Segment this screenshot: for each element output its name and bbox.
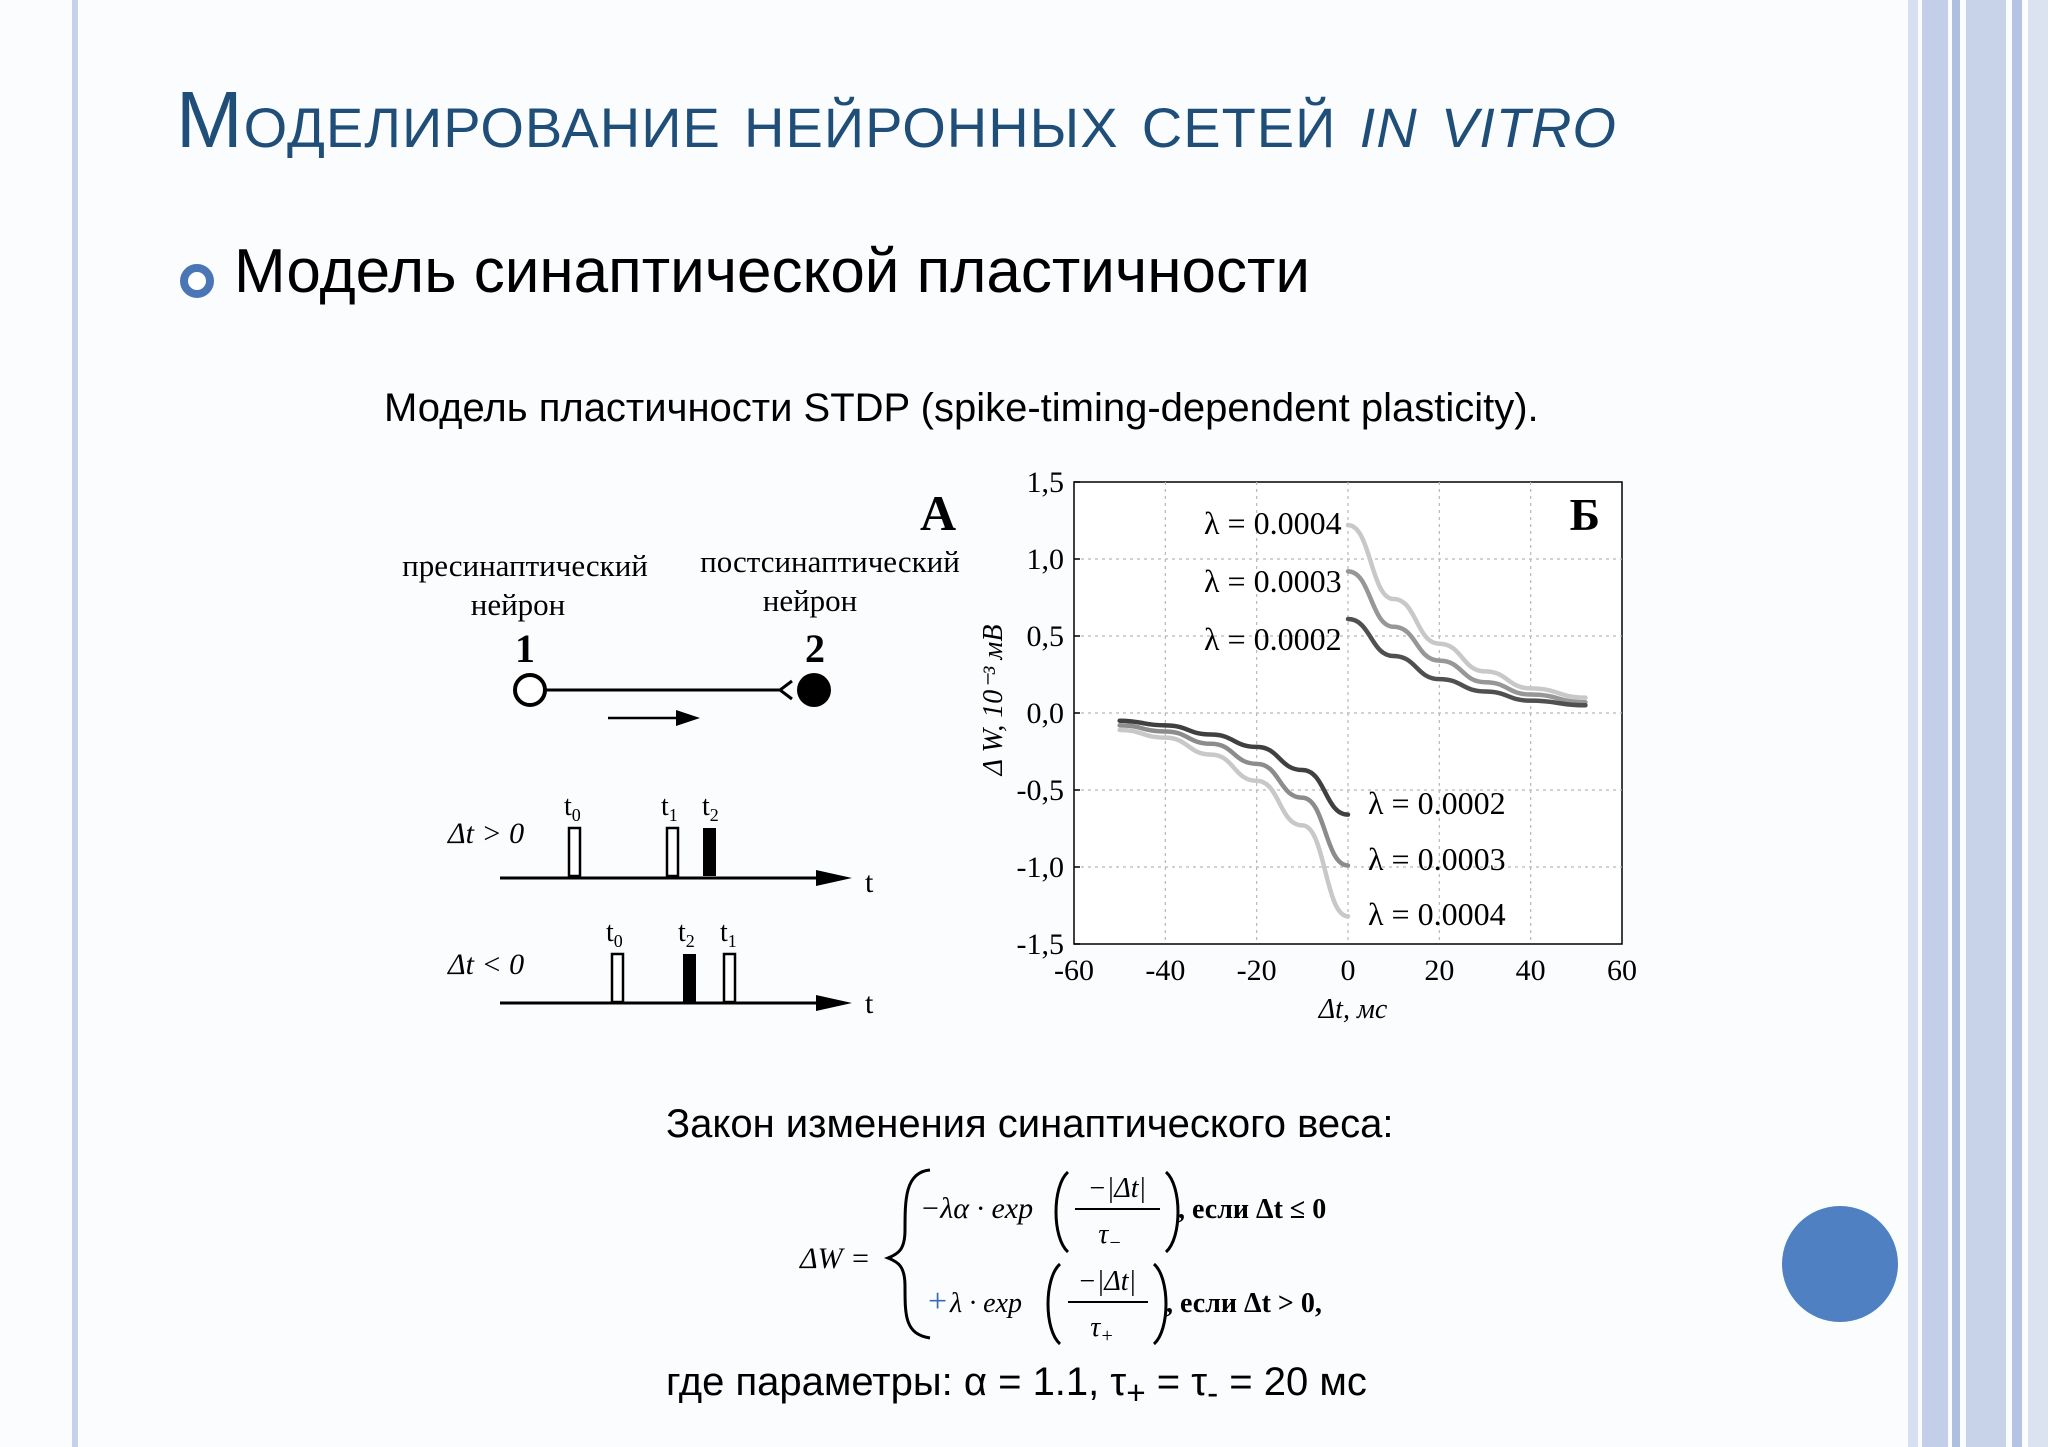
y-tick-label: -1,5 bbox=[1016, 928, 1064, 961]
postsynaptic-neuron-node bbox=[797, 673, 831, 707]
case2-denominator: $\tau_+$ bbox=[1090, 1312, 1114, 1347]
x-tick-label: -20 bbox=[1236, 954, 1277, 987]
label-neg-lambda-0003: λ = 0.0003 bbox=[1368, 841, 1506, 877]
row2-t1-label: $t_1$ bbox=[720, 917, 737, 951]
x-tick-label: -40 bbox=[1145, 954, 1186, 987]
row1-axis-t: t bbox=[865, 866, 874, 899]
node-2-label: 2 bbox=[805, 626, 825, 671]
stdp-formula bbox=[799, 1170, 1326, 1347]
law-title: Закон изменения синаптического веса: bbox=[666, 1102, 1394, 1146]
y-tick-label: 1,5 bbox=[1026, 466, 1064, 499]
case2-prefix: λ · exp bbox=[950, 1288, 1022, 1319]
figure-caption: Модель пластичности STDP (spike-timing-dependent plasticity). bbox=[384, 386, 1539, 430]
x-tick-label: -60 bbox=[1054, 954, 1094, 987]
label-pos-lambda-0003: λ = 0.0003 bbox=[1204, 563, 1342, 599]
synapse-terminal bbox=[780, 681, 792, 699]
panel-b-label: Б bbox=[1569, 489, 1600, 540]
pre-neuron-label-1: пресинаптический bbox=[402, 548, 648, 583]
row2-t2-label: $t_2$ bbox=[678, 917, 695, 951]
case1-condition: , если Δt ≤ 0 bbox=[1178, 1194, 1327, 1225]
label-pos-lambda-0004: λ = 0.0004 bbox=[1204, 505, 1342, 541]
label-pos-lambda-0002: λ = 0.0002 bbox=[1204, 621, 1342, 657]
row1-axis-arrowhead bbox=[816, 870, 852, 886]
x-tick-label: 0 bbox=[1340, 954, 1356, 987]
x-tick-label: 20 bbox=[1424, 954, 1455, 987]
row2-t0-label: $t_0$ bbox=[606, 917, 623, 951]
decorative-blue-circle bbox=[1782, 1206, 1898, 1322]
row2-spike-t0 bbox=[612, 954, 623, 1002]
case1-denominator: $\tau_-$ bbox=[1098, 1219, 1122, 1254]
node-1-label: 1 bbox=[515, 626, 535, 671]
case2-condition: , если Δt > 0, bbox=[1166, 1288, 1322, 1319]
case2-plus-sign: + bbox=[928, 1283, 948, 1320]
label-neg-lambda-0004: λ = 0.0004 bbox=[1368, 896, 1506, 932]
post-neuron-label-1: постсинаптический bbox=[700, 544, 960, 579]
case2-left-paren bbox=[1048, 1264, 1060, 1344]
y-tick-label: -1,0 bbox=[1016, 851, 1064, 884]
formula-lhs: ΔW = bbox=[800, 1242, 871, 1275]
y-tick-label: 0,0 bbox=[1026, 697, 1064, 730]
case1-prefix: −λα · exp bbox=[920, 1192, 1034, 1225]
case1-numerator: −|Δt| bbox=[1087, 1173, 1147, 1204]
row2-axis-arrowhead bbox=[816, 995, 852, 1011]
y-tick-label: 1,0 bbox=[1026, 543, 1064, 576]
chart-x-axis-label: Δt, мс bbox=[1318, 994, 1388, 1025]
x-tick-label: 60 bbox=[1607, 954, 1637, 987]
presynaptic-neuron-node bbox=[515, 675, 545, 705]
title-main: Моделирование нейронных сетей bbox=[176, 75, 1337, 164]
case1-right-paren bbox=[1166, 1172, 1178, 1252]
direction-arrowhead bbox=[676, 710, 700, 726]
panel-b-chart bbox=[978, 466, 1637, 1025]
y-tick-label: 0,5 bbox=[1026, 620, 1064, 653]
row2-axis-t: t bbox=[865, 987, 874, 1020]
x-tick-label: 40 bbox=[1515, 954, 1546, 987]
row1-t1-label: $t_1$ bbox=[661, 791, 678, 825]
row1-spike-t0 bbox=[569, 828, 580, 876]
row1-condition: Δt > 0 bbox=[448, 817, 525, 850]
row2-spike-t2 bbox=[683, 954, 696, 1002]
pre-neuron-label-2: нейрон bbox=[470, 587, 566, 622]
panel-a-label: А bbox=[920, 485, 957, 541]
bullet-subtitle: Модель синаптической пластичности bbox=[234, 237, 1310, 306]
label-neg-lambda-0002: λ = 0.0002 bbox=[1368, 785, 1506, 821]
post-neuron-label-2: нейрон bbox=[762, 583, 858, 618]
chart-y-axis-label: Δ W, 10⁻³ мВ bbox=[978, 624, 1009, 776]
y-tick-label: -0,5 bbox=[1016, 774, 1064, 807]
row1-t2-label: $t_2$ bbox=[702, 791, 719, 825]
panel-a bbox=[402, 485, 960, 1020]
row2-spike-t1 bbox=[724, 954, 735, 1002]
formula-parameters: где параметры: α = 1.1, $\tau_+ = \tau_- = 20$ мс bbox=[666, 1360, 1367, 1412]
row1-spike-t1 bbox=[667, 828, 678, 876]
title-italic: in vitro bbox=[1359, 75, 1617, 164]
row2-condition: Δt < 0 bbox=[448, 948, 525, 981]
row1-spike-t2 bbox=[703, 828, 716, 876]
case2-numerator: −|Δt| bbox=[1077, 1266, 1137, 1297]
case2-right-paren bbox=[1154, 1264, 1166, 1344]
row1-t0-label: $t_0$ bbox=[564, 791, 581, 825]
case1-left-paren bbox=[1056, 1172, 1068, 1252]
